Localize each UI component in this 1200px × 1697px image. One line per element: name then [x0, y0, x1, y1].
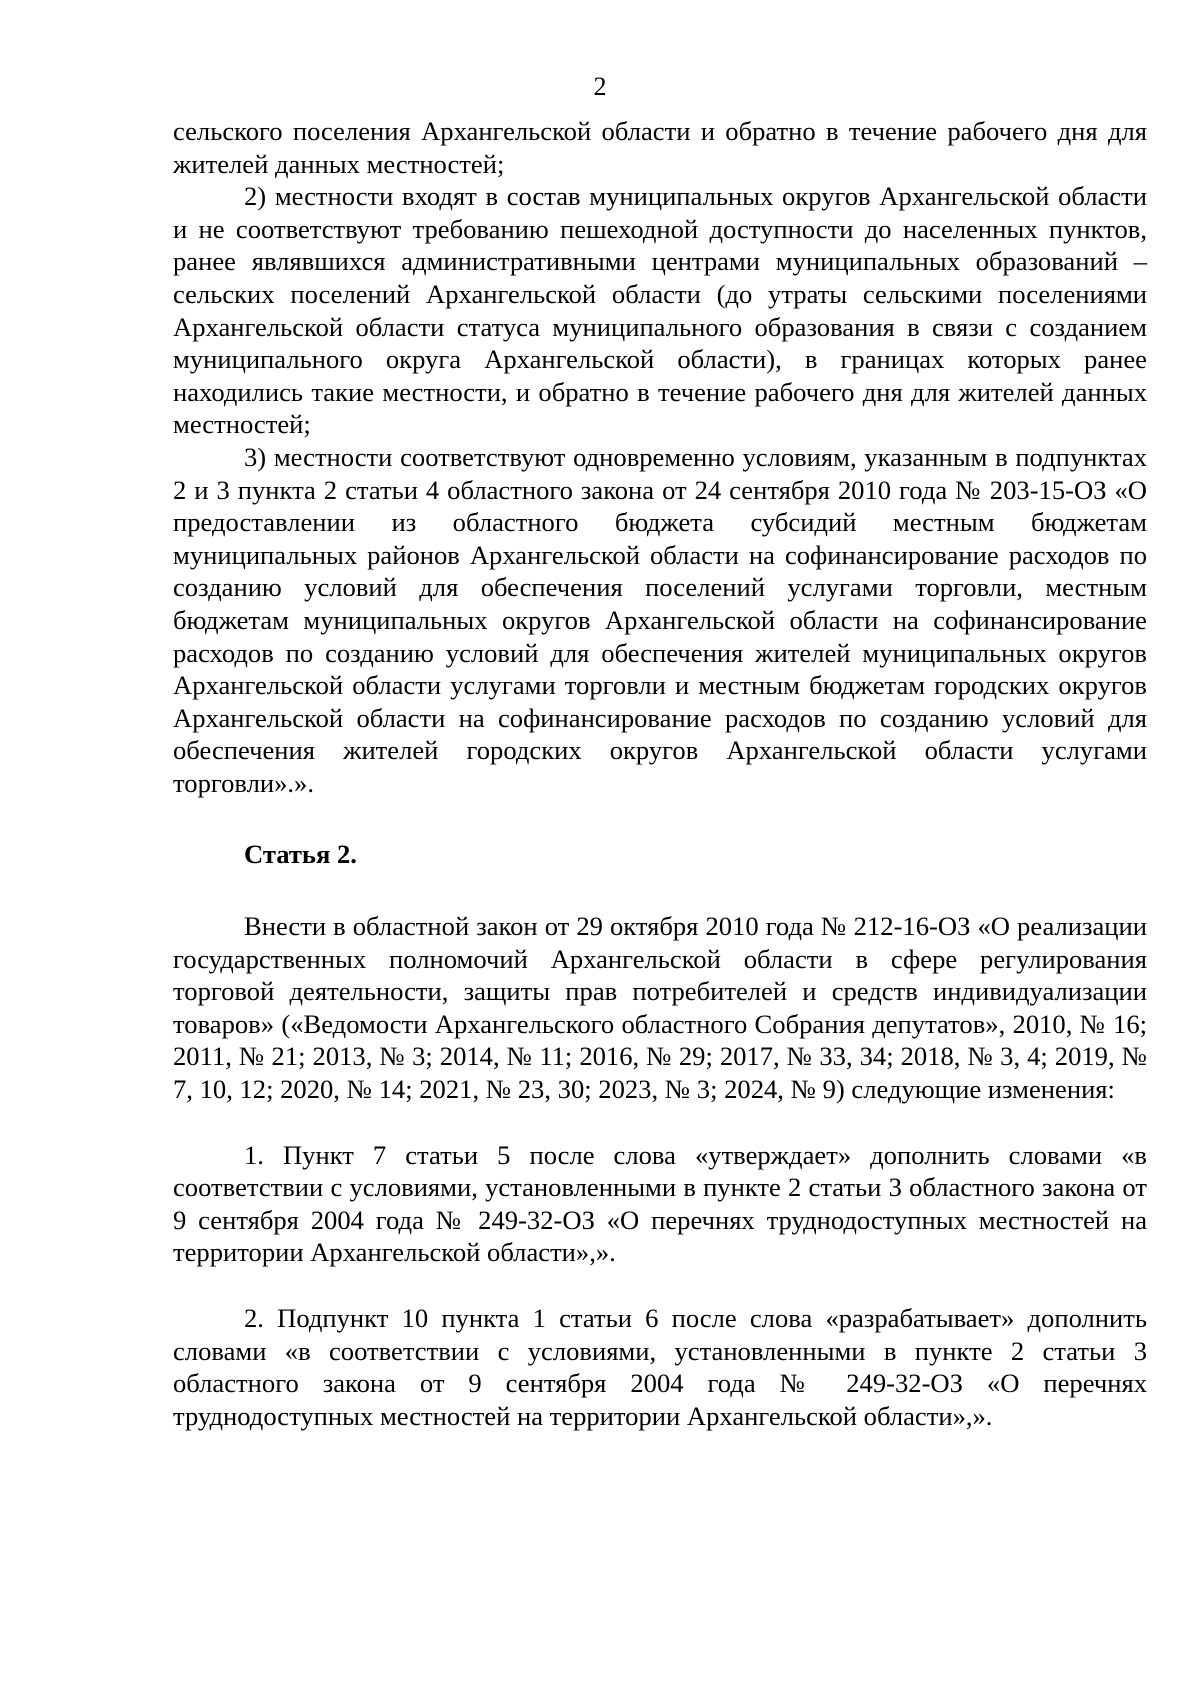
page-number: 2 [593, 72, 607, 101]
paragraph-item-3: 3) местности соответствуют одновременно условиям, указанным в подпунктах 2 и 3 пункта 2 статьи 4 областного закона от 24 сентября 2010 года № 203-15-ОЗ «О предоставлении из областного бюджета субсидий местным бюджетам муниципальных районов Архангельской области на софинансирование расходов по созданию условий для обеспечения поселений услугами торговли, местным бюджетам муниципальных округов Архангельской области на софинансирование расходов по созданию условий для обеспечения жителей муниципальных округов Архангельской области услугами торговли и местным бюджетам городских округов Архангельской области на софинансирование расходов по созданию условий для обеспечения жителей городских округов Архангельской области услугами торговли».». [173, 441, 1147, 798]
paragraph-item-2: 2) местности входят в состав муниципальных округов Архангельской области и не соответствуют требованию пешеходной доступности до населенных пунктов, ранее являвшихся административными центрами муниципальных образований – сельских поселений Архангельской области (до утраты сельскими поселениями Архангельской области статуса муниципального образования в связи с созданием муниципального округа Архангельской области), в границах которых ранее находились такие местности, и обратно в течение рабочего дня для жителей данных местностей; [173, 181, 1147, 440]
paragraph-amendment-1: 1. Пункт 7 статьи 5 после слова «утверждает» дополнить словами «в соответствии с условиями, установленными в пункте 2 статьи 3 областного закона от 9 сентября 2004 года № 249-32-ОЗ «О перечнях труднодоступных местностей на территории Архангельской области»,». [173, 1139, 1147, 1268]
paragraph-amendment-2: 2. Подпункт 10 пункта 1 статьи 6 после слова «разрабатывает» дополнить словами «в соответствии с условиями, установленными в пункте 2 статьи 3 областного закона от 9 сентября 2004 года № 249-32-ОЗ «О перечнях труднодоступных местностей на территории Архангельской области»,». [173, 1303, 1147, 1431]
paragraph-amendment-intro: Внести в областной закон от 29 октября 2010 года № 212-16-ОЗ «О реализации государственных полномочий Архангельской области в сфере регулирования торговой деятельности, защиты прав потребителей и средств индивидуализации товаров» («Ведомости Архангельского областного Собрания депутатов», 2010, № 16; 2011, № 21; 2013, № 3; 2014, № 11; 2016, № 29; 2017, № 33, 34; 2018, № 3, 4; 2019, № 7, 10, 12; 2020, № 14; 2021, № 23, 30; 2023, № 3; 2024, № 9) следующие изменения: [173, 911, 1147, 1105]
document-body [173, 115, 1147, 1432]
article-heading: Статья 2. [244, 839, 357, 870]
paragraph-continuation: сельского поселения Архангельской области и обратно в течение рабочего дня для жителей данных местностей; [173, 116, 1147, 179]
